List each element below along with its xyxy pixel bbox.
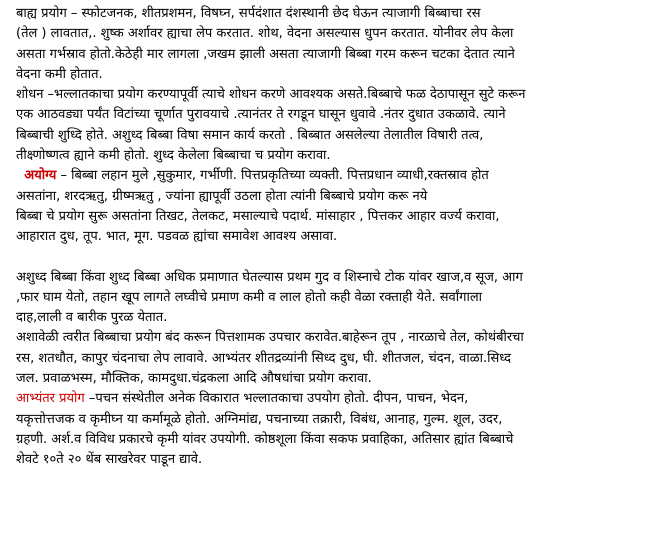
text-line: असता गर्भस्राव होतो.केठेही मार लागला ,जखम झाली असता त्याजागी बिब्बा गरम करून चटका देतात त्याने (16, 46, 515, 62)
paragraph-ashavedi (16, 328, 651, 389)
abhyantar-first-line: –पचन संस्थेतील अनेक विकारात भल्लातकाचा उपयोग होतो. दीपन, पाचन, भेदन, (84, 391, 469, 407)
ayogya-heading: अयोग्य (24, 168, 57, 184)
text-line: ग्रहणी. अर्श.व विविध प्रकारचे कृमी यांवर उपयोगी. कोष्ठशूला किंवा सकफ प्रवाहिका, अतिसार ह्यांत बिब्बाचे (16, 431, 514, 447)
text-line: रस, शतधौत, कापुर चंदनाचा लेप लावावे. आभ्यंतर शीतद्रव्यांनी सिध्द दुध, घी. शीतजल, चंदन, वाळा.सिध्द (16, 350, 512, 366)
paragraph-ashuddha (16, 268, 651, 329)
text-line: बाह्य प्रयोग – स्फोटजनक, शीतप्रशमन, विषघ्न, सर्पदंशात दंशस्थानी छेद घेऊन त्याजागी बिब्बाचा रस (16, 6, 481, 21)
ayogya-first-line: – बिब्बा लहान मुले ,सुकुमार, गर्भीणी. पित्तप्रकृतिच्या व्यक्ती. पित्तप्रधान व्याधी,रक्तस्राव होत (56, 168, 489, 184)
paragraph-shodhan (16, 85, 651, 166)
text-line: यकृत्तोत्तजक व कृमीघ्न या कर्मामूळे होतो. अग्निमांद्य, पचनाच्या तक्रारी, विबंध, आनाह, गुल्म. शूल, उदर, (16, 411, 503, 427)
text-line: अशुध्द बिब्बा किंवा शुध्द बिब्बा अधिक प्रमाणात घेतल्यास प्रथम गुद व शिस्नाचे टोक यांवर खाज,व सूज, आग (16, 269, 523, 285)
text-line: (तेल ) लावतात,. शुष्क अर्शावर ह्याचा लेप करतात. शोथ, वेदना असल्यास धुपन करतात. योनीवर लेप केला (16, 26, 514, 42)
text-line: ,फार घाम येतो, तहान खूप लागते लघ्वीचे प्रमाण कमी व लाल होतो कही वेळा रक्ताही येते. सर्वांगाला (16, 289, 483, 305)
text-line: बिब्बाची शुध्दि होते. अशुध्द बिब्बा विषा समान कार्य करतो . बिब्बात असलेल्या तेलातील विषारी तत्व, (16, 127, 484, 143)
paragraph-ayogya (16, 166, 651, 247)
text-line: वेदना कमी होतात. (16, 66, 103, 82)
text-line: असतांना, शरदऋतु, ग्रीष्मऋतु , ज्यांना ह्यापूर्वी उठला होता त्यांनी बिब्बाचे प्रयोग करू नये (16, 188, 428, 204)
text-line: अशावेळी त्वरीत बिब्बाचा प्रयोग बंद करून पित्तशामक उपचार करावेत.बाहेरून तूप , नारळाचे तेल, कोथंबीरचा (16, 330, 524, 346)
abhyantar-heading: आभ्यंतर प्रयोग (16, 391, 85, 407)
text-line: आहारात दुध, तूप. भात, मूग. पडवळ ह्यांचा समावेश आवश्य असावा. (16, 229, 338, 245)
text-line: शेवटे १०ते २० थेंब साखरेवर पाडून द्यावे. (16, 452, 203, 468)
text-line: बिब्बा चे प्रयोग सुरू असतांना तिखट, तेलकट, मसाल्याचे पदार्थ. मांसाहार , पित्तकर आहार वर्ज्य करावा, (16, 208, 500, 224)
paragraph-bahya-prayog (16, 4, 651, 85)
text-line: तीक्ष्णोष्णत्व ह्याने कमी होतो. शुध्द केलेला बिब्बाचा च प्रयोग करावा. (16, 148, 331, 164)
text-line: एक आठवड्या पर्यंत विटांच्या चूर्णात पुरावयाचे .त्यानंतर ते रगडून घासून धुवावे .नंतर दुधात उकळावे. त्याने (16, 107, 506, 123)
text-line (16, 166, 651, 186)
text-line (16, 389, 651, 409)
text-line: शोधन –भल्लातकाचा प्रयोग करण्यापूर्वी त्याचे शोधन करणे आवश्यक असते.बिब्बाचे फळ देठापासून सुटे करून (16, 87, 526, 103)
text-line: दाह,लाली व बारीक पुरळ येतात. (16, 310, 168, 326)
blank-line (16, 248, 651, 268)
paragraph-abhyantar-prayog (16, 389, 651, 470)
text-line: जल. प्रवाळभस्म, मौक्तिक, कामदुधा.चंद्रकला आदि औषधांचा प्रयोग करावा. (16, 371, 372, 387)
